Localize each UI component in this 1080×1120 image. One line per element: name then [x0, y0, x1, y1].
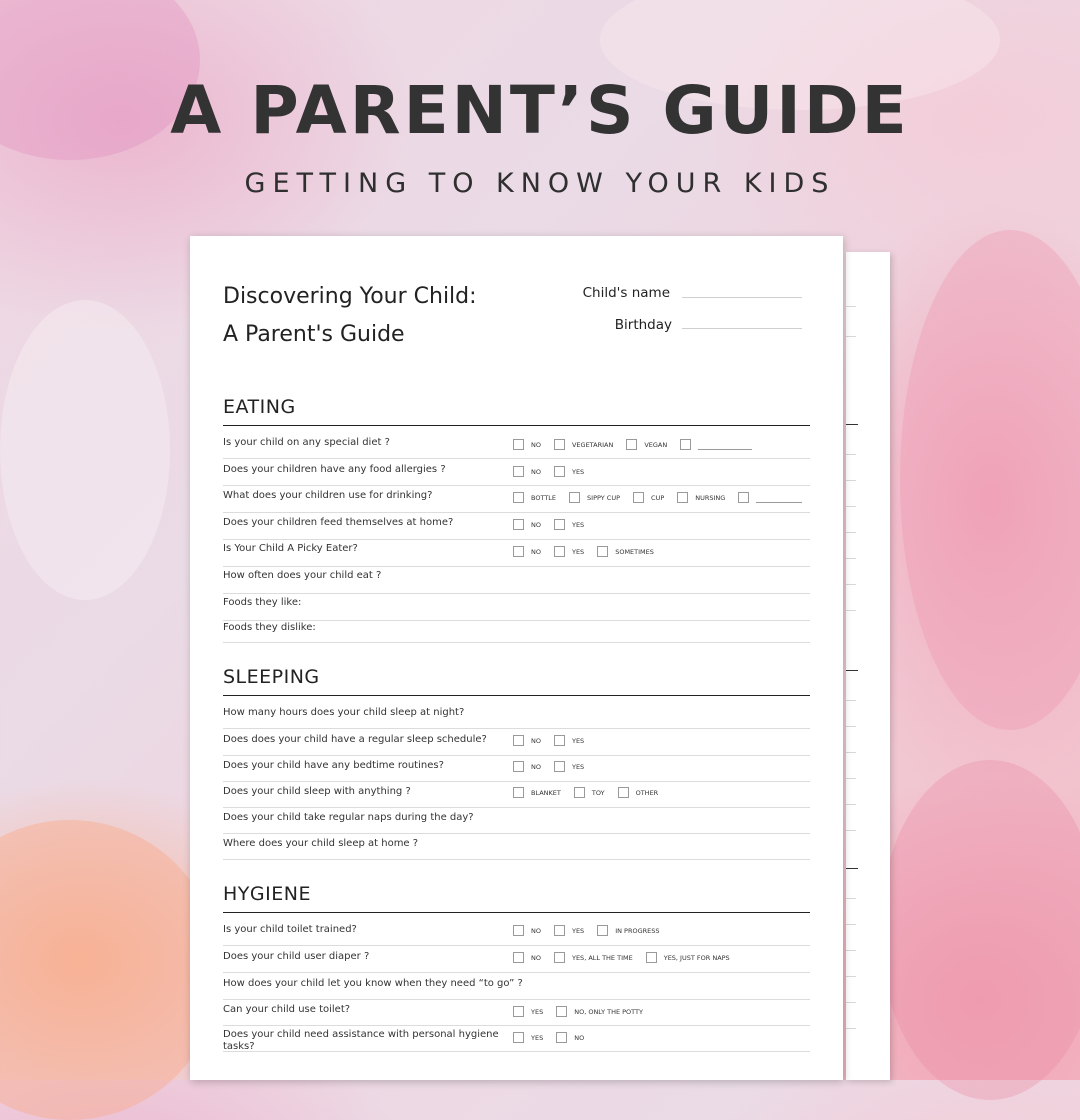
checkbox[interactable]	[597, 925, 608, 936]
question-text: How many hours does your child sleep at night?	[223, 707, 465, 718]
option-label: VEGETARIAN	[571, 440, 614, 449]
question-row[interactable]	[223, 973, 810, 1000]
checkbox[interactable]	[556, 1032, 567, 1043]
question-row	[223, 486, 810, 513]
option-label: CUP	[651, 493, 665, 502]
option-label: NO	[531, 926, 541, 935]
question-row	[223, 459, 810, 486]
question-row[interactable]	[223, 807, 810, 834]
checkbox[interactable]	[554, 735, 565, 746]
child-name-label: Child's name	[582, 285, 670, 301]
question-row	[223, 432, 810, 459]
checkbox[interactable]	[554, 466, 565, 477]
option-label: SOMETIMES	[615, 547, 654, 556]
checkbox[interactable]	[513, 1032, 524, 1043]
question-row	[223, 781, 810, 808]
checkbox[interactable]	[597, 546, 608, 557]
question-row[interactable]	[223, 834, 810, 860]
option-label: OTHER	[635, 788, 659, 797]
option-label: VEGAN	[644, 440, 668, 449]
checkbox[interactable]	[513, 787, 524, 798]
option-label: YES	[571, 520, 585, 529]
checkbox[interactable]	[513, 925, 524, 936]
option-label: SIPPY CUP	[587, 493, 621, 502]
worksheet-page	[190, 236, 843, 1080]
marble-blob	[0, 820, 220, 1120]
question-row	[223, 755, 810, 782]
option-label: NO	[531, 467, 541, 476]
checkbox[interactable]	[569, 492, 580, 503]
other-write-in-line[interactable]	[698, 449, 752, 450]
option-label: NO	[531, 762, 541, 771]
option-label: TOY	[591, 788, 605, 797]
option-label: NO	[574, 1033, 585, 1042]
marble-blob	[880, 760, 1080, 1100]
question-row	[223, 540, 810, 567]
question-text: Does does your child have a regular sleep schedule?	[223, 734, 487, 745]
question-text: How often does your child eat ?	[223, 570, 382, 581]
option-label: YES	[531, 1033, 544, 1042]
checkbox[interactable]	[513, 761, 524, 772]
question-text: Does your child sleep with anything ?	[223, 786, 411, 797]
question-text: Where does your child sleep at home ?	[223, 838, 419, 849]
birthday-field[interactable]	[682, 328, 802, 329]
question-row	[223, 999, 810, 1026]
option-label: BLANKET	[531, 788, 561, 797]
checkbox[interactable]	[513, 492, 524, 503]
section-rule	[223, 695, 810, 696]
question-text: How does your child let you know when they need “to go” ?	[223, 978, 523, 989]
option-label: NO, ONLY THE POTTY	[574, 1007, 643, 1016]
question-text: Does your children feed themselves at home?	[223, 517, 454, 528]
question-row	[223, 513, 810, 540]
question-text: Foods they dislike:	[223, 622, 316, 633]
question-text: Is your child on any special diet ?	[223, 437, 390, 448]
checkbox[interactable]	[554, 761, 565, 772]
checkbox[interactable]	[513, 546, 524, 557]
option-label: NURSING	[695, 493, 726, 502]
question-row[interactable]	[223, 702, 810, 729]
marble-blob	[0, 300, 170, 600]
question-text: Is your child toilet trained?	[223, 924, 357, 935]
section-title-hygiene: HYGIENE	[223, 883, 311, 905]
child-name-field[interactable]	[682, 297, 802, 298]
checkbox[interactable]	[646, 952, 657, 963]
option-label: BOTTLE	[531, 493, 557, 502]
checkbox[interactable]	[513, 466, 524, 477]
question-row[interactable]	[223, 620, 810, 643]
checkbox[interactable]	[618, 787, 629, 798]
option-label: NO	[531, 736, 541, 745]
option-label: YES	[571, 926, 585, 935]
section-rule	[223, 425, 810, 426]
document-title-line1: Discovering Your Child:	[223, 284, 477, 309]
checkbox[interactable]	[554, 546, 565, 557]
question-row	[223, 946, 810, 973]
checkbox[interactable]	[513, 735, 524, 746]
checkbox[interactable]	[513, 439, 524, 450]
option-label: YES, ALL THE TIME	[571, 953, 633, 962]
question-row[interactable]	[223, 567, 810, 594]
checkbox[interactable]	[677, 492, 688, 503]
back-page-sheet	[846, 252, 890, 1080]
option-label: NO	[531, 953, 541, 962]
option-label: YES	[571, 762, 585, 771]
checkbox[interactable]	[633, 492, 644, 503]
question-text: Is Your Child A Picky Eater?	[223, 543, 358, 554]
page-subtitle: GETTING TO KNOW YOUR KIDS	[244, 168, 836, 199]
document-title	[223, 278, 543, 354]
question-text: Can your child use toilet?	[223, 1004, 351, 1015]
option-label: NO	[531, 520, 541, 529]
checkbox[interactable]	[556, 1006, 567, 1017]
option-label: YES	[571, 736, 585, 745]
checkbox[interactable]	[574, 787, 585, 798]
question-text: Does your child user diaper ?	[223, 951, 370, 962]
question-text: Does your child take regular naps during the day?	[223, 812, 474, 823]
question-row	[223, 729, 810, 756]
question-text: Does your children have any food allergies ?	[223, 464, 446, 475]
checkbox[interactable]	[513, 952, 524, 963]
question-text: What does your children use for drinking?	[223, 490, 433, 501]
question-text: Does your child need assistance with personal hygiene tasks?	[223, 1029, 499, 1052]
section-title-eating: EATING	[223, 396, 296, 418]
checkbox-other[interactable]	[680, 439, 691, 450]
option-label: NO	[531, 547, 541, 556]
checkbox[interactable]	[554, 952, 565, 963]
section-title-sleeping: SLEEPING	[223, 666, 320, 688]
birthday-label: Birthday	[614, 317, 672, 333]
question-row	[223, 919, 810, 946]
question-text: Foods they like:	[223, 597, 302, 608]
checkbox[interactable]	[513, 519, 524, 530]
question-row	[223, 1026, 810, 1052]
option-label: NO	[531, 440, 541, 449]
section-rule	[223, 912, 810, 913]
document-title-line2: A Parent's Guide	[223, 322, 405, 347]
marble-blob	[900, 230, 1080, 730]
option-label: YES	[531, 1007, 544, 1016]
checkbox-other[interactable]	[738, 492, 749, 503]
checkbox[interactable]	[554, 439, 565, 450]
checkbox[interactable]	[513, 1006, 524, 1017]
checkbox[interactable]	[554, 519, 565, 530]
other-write-in-line[interactable]	[756, 502, 802, 503]
checkbox[interactable]	[626, 439, 637, 450]
question-row[interactable]	[223, 594, 810, 621]
option-label: YES	[571, 547, 585, 556]
question-text: Does your child have any bedtime routines?	[223, 760, 444, 771]
option-label: YES, JUST FOR NAPS	[663, 953, 730, 962]
option-label: YES	[571, 467, 585, 476]
checkbox[interactable]	[554, 925, 565, 936]
option-label: IN PROGRESS	[615, 926, 660, 935]
page-title: A PARENT’S GUIDE	[170, 72, 910, 149]
